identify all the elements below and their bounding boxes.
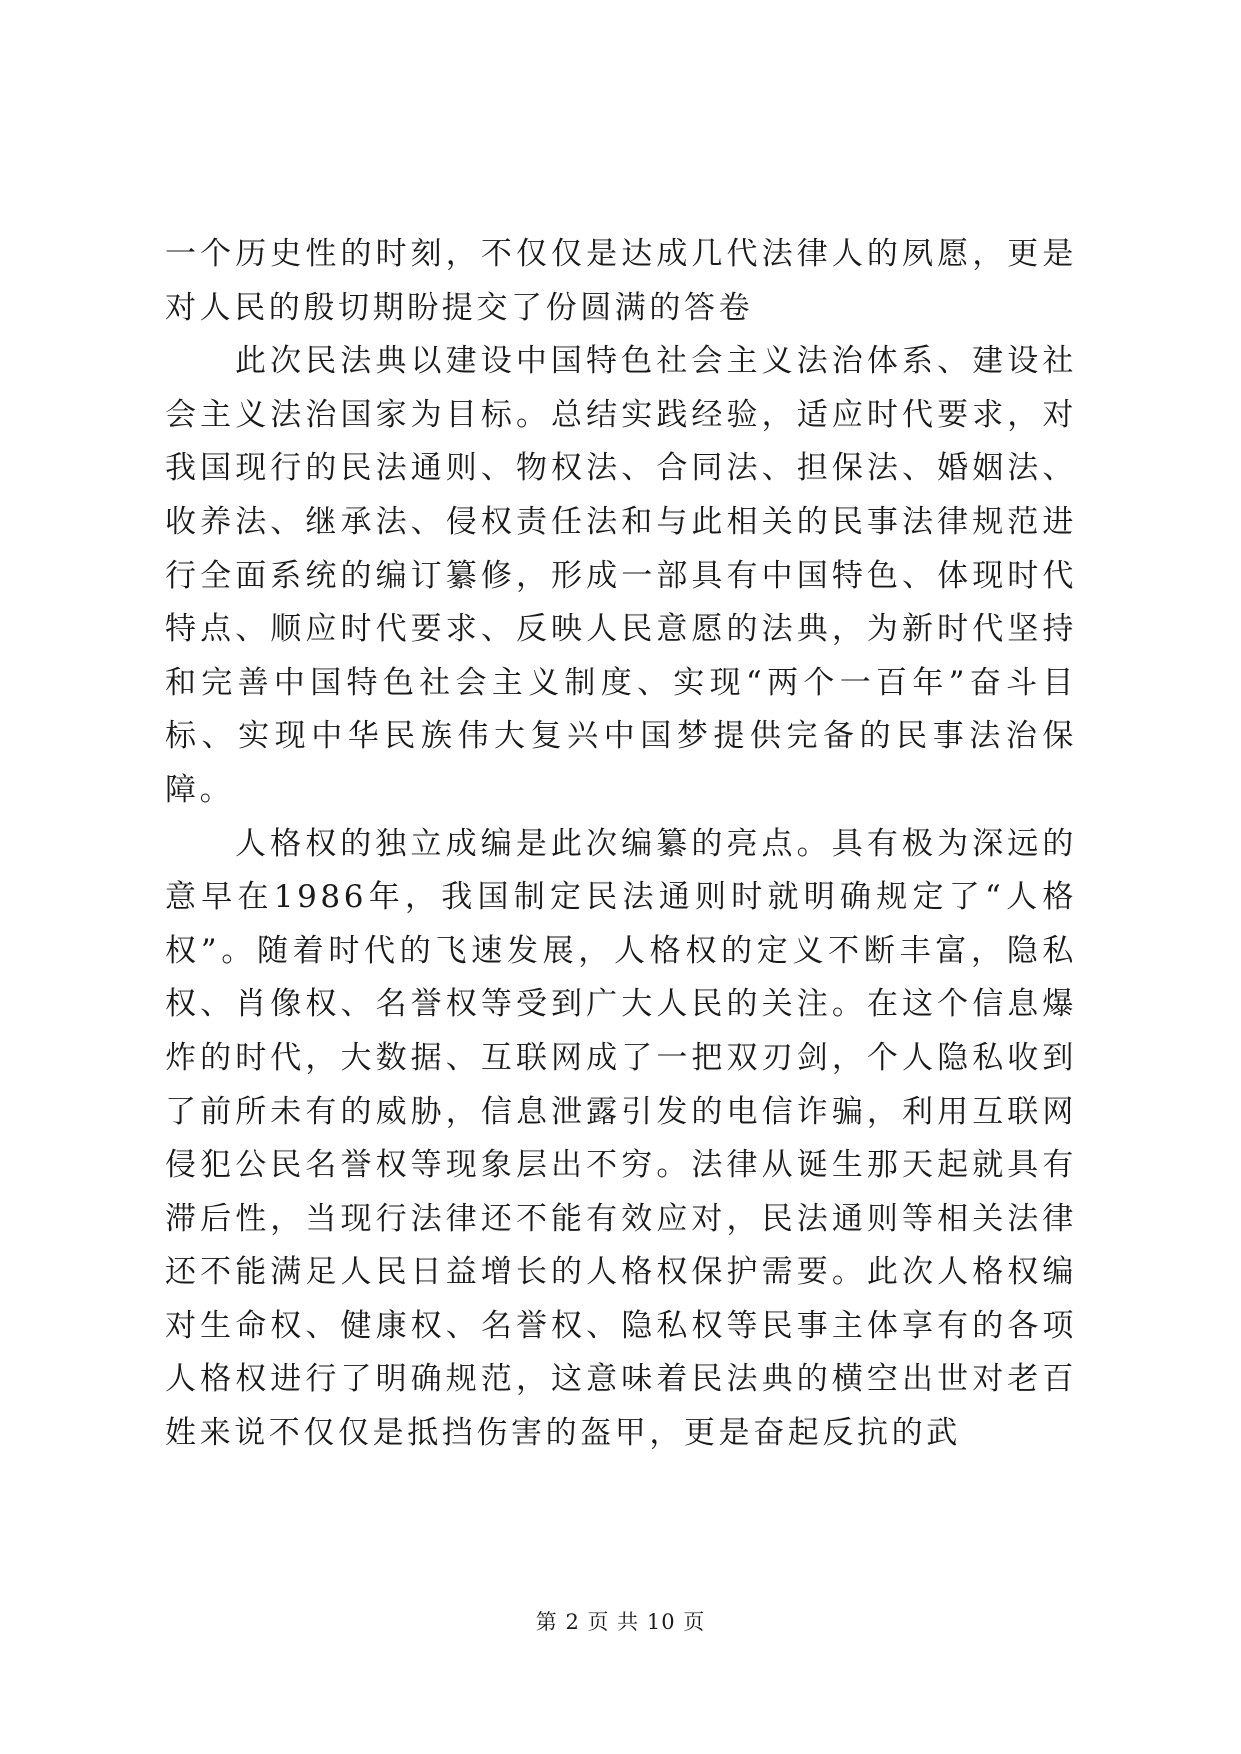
document-body xyxy=(165,228,1077,1461)
paragraph-1: 一个历史性的时刻，不仅仅是达成几代法律人的夙愿，更是对人民的殷切期盼提交了份圆满的答卷 xyxy=(165,236,1077,326)
paragraph-3: 人格权的独立成编是此次编纂的亮点。具有极为深远的意早在1986年，我国制定民法通则时就明确规定了“人格权”。随着时代的飞速发展，人格权的定义不断丰富，隐私权、肖像权、名誉权等受到广大人民的关注。在这个信息爆炸的时代，大数据、互联网成了一把双刃剑，个人隐私收到了前所未有的威胁，信息泄露引发的电信诈骗，利用互联网侵犯公民名誉权等现象层出不穷。法律从诞生那天起就具有滞后性，当现行法律还不能有效应对，民法通则等相关法律还不能满足人民日益增长的人格权保护需要。此次人格权编对生命权、健康权、名誉权、隐私权等民事主体享有的各项人格权进行了明确规范，这意味着民法典的横空出世对老百姓来说不仅仅是抵挡伤害的盔甲，更是奋起反抗的武 xyxy=(165,825,1077,1452)
page-number-footer: 第 2 页 共 10 页 xyxy=(535,1610,706,1634)
paragraph-2: 此次民法典以建设中国特色社会主义法治体系、建设社会主义法治国家为目标。总结实践经验，适应时代要求，对我国现行的民法通则、物权法、合同法、担保法、婚姻法、收养法、继承法、侵权责任法和与此相关的民事法律规范进行全面系统的编订纂修，形成一部具有中国特色、体现时代特点、顺应时代要求、反映人民意愿的法典，为新时代坚持和完善中国特色社会主义制度、实现“两个一百年”奋斗目标、实现中华民族伟大复兴中国梦提供完备的民事法治保障。 xyxy=(165,343,1077,808)
